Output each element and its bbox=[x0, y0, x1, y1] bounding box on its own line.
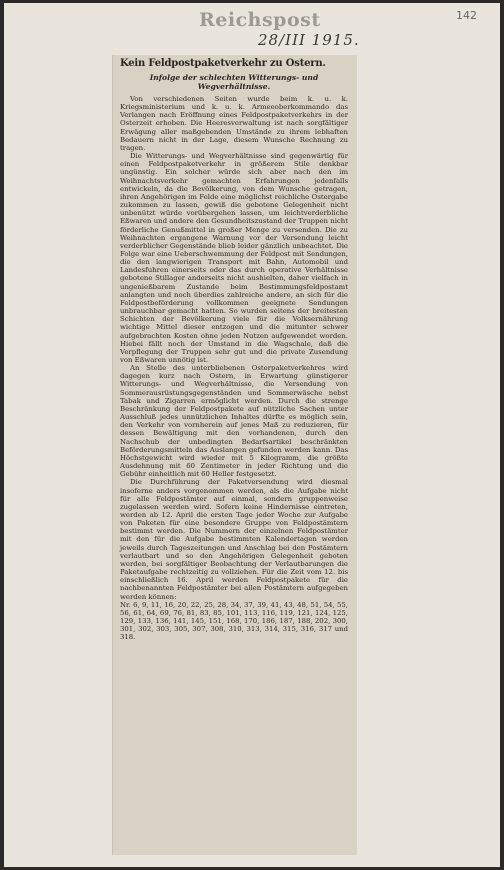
article-paragraph: Die Durchführung der Paketversendung wird diesmal insoferne anders vorgenommen werden, als die Aufgabe nicht für alle Feldpostämter auf einmal, sondern gruppenweise zugelassen werden wird. Sofern keine Hindernisse eintreten, werden ab 12. April die ersten Tage jeder Woche zur Aufgabe von Paketen für eine besondere Gruppe von Feldpostämtern bestimmt werden. Die Nummern der einzelnen Feldpostämter mit den für die Aufgabe bestimmten Kalendertagen werden jeweils durch Tageszeitungen und Anschlag bei den Postämtern verlautbart und so den Angehörigen Gelegenheit geboten werden, bei sorgfältiger Beobachtung der Verlautbarungen die Paketaufgabe rechtzeitig zu vollziehen. Für die Zeit vom 12. bis einschließlich 16. April werden Feldpostpakete für die nachbenannten Feldpostämter bei allen Postämtern aufgegeben werden können: bbox=[120, 478, 348, 601]
article-paragraph: An Stelle des unterbliebenen Osterpaketverkehres wird dagegen kurz nach Ostern, in Erwartung günstigerer Witterungs- und Wegverhältnisse, die Versendung von Sommerausrüstungsgegenständen und Sommerwäsche nebst Tabak und Zigarren ermöglicht werden. Durch die strenge Beschränkung der Feldpostpakete auf nützliche Sachen unter Ausschluß jedes unnützlichen Inhaltes dürfte es möglich sein, den Verkehr von vornherein auf jenes Maß zu reduzieren, für dessen Bewältigung mit den vorhandenen, durch den Nachschub der unbedingten Bedarfsartikel beschränkten Beförderungsmitteln das Auslangen gefunden werden kann. Das Höchstgewicht wird wieder mit 5 Kilogramm, die größte Ausdehnung mit 60 Zentimeter in jeder Richtung und die Gebühr einheitlich mit 60 Heller festgesetzt. bbox=[120, 364, 348, 479]
handwritten-date: 28/III 1915. bbox=[258, 31, 360, 49]
article-paragraph: Die Witterungs- und Wegverhältnisse sind gegenwärtig für einen Feldpostpaketverkehr in größerem Stile denkbar ungünstig. Ein solcher würde sich aber nach den im Weihnachtsverkehr gemachten Erfahrungen jedenfalls entwickeln, da die Bevölkerung, von dem Wunsche getragen, ihren Angehörigen im Felde eine möglichst reichliche Ostergabe zukommen zu lassen, gewiß die gebotene Gelegenheit nicht unbenützt würde vorübergehen lassen, um leichtverderbliche Eßwaren und andere den Gesundheitszustand der Truppen nicht förderliche Genußmittel in großer Menge zu versenden. Die zu Weihnachten ergangene Warnung vor der Versendung leicht verderblicher Gegenstände blieb leider gänzlich unbeachtet. Die Folge war eine Ueberschwemmung der Feldpost mit Sendungen, die den langwierigen Transport mit Bahn, Automobil und Landesfuhren einerseits oder das durch operative Verhältnisse gebotene Stillager anderseits nicht aushielten, daher vielfach in ungenießbarem Zustande beim Bestimmungsfeldpostamt anlangten und noch überdies zahlreiche andere, an sich für die Feldpostbeförderung vollkommen geeignete Sendungen unbrauchbar gemacht hatten. So wurden seitens der breitesten Schichten der Bevölkerung viele für die Volksernährung wichtige Mittel dieser entzogen und die mitunter schwer aufgebrachten Kosten ohne jeden Nutzen aufgewendet worden. Hiebei fällt noch der Umstand in die Wagschale, daß die Verpflegung der Truppen sehr gut und die private Zusendung von Eßwaren unnötig ist. bbox=[120, 152, 348, 364]
article-paragraph: Von verschiedenen Seiten wurde beim k. u. k. Kriegsministerium und k. u. k. Armeeoberkommando das Verlangen nach Eröffnung eines Feldpostpaketverkehrs in der Osterzeit erhoben. Die Heeresverwaltung ist nach sorgfältiger Erwägung aller maßgebenden Umstände zu ihrem lebhaften Bedauern nicht in der Lage, diesem Wunsche Rechnung zu tragen. bbox=[120, 95, 348, 152]
newspaper-stamp: Reichspost bbox=[199, 9, 321, 31]
article-subtitle: Infolge der schlechten Witterungs- und Wegverhältnisse. bbox=[149, 73, 319, 91]
article-title: Kein Feldpostpaketverkehr zu Ostern. bbox=[120, 58, 326, 69]
article-column bbox=[120, 58, 348, 641]
page-number: 142 bbox=[456, 9, 477, 22]
post-office-number-list: Nr. 6, 9, 11, 16, 20, 22, 25, 28, 34, 37, 39, 41, 43, 48, 51, 54, 55, 56, 61, 64, 69, 76, 81, 83, 85, 101, 113, 116, 119, 121, 124, 125, 129, 133, 136, 141, 145, 151, 168, 170, 186, 187, 188, 202, 300, 301, 302, 303, 305, 307, 308, 310, 313, 314, 315, 316, 317 und 318. bbox=[120, 600, 348, 642]
